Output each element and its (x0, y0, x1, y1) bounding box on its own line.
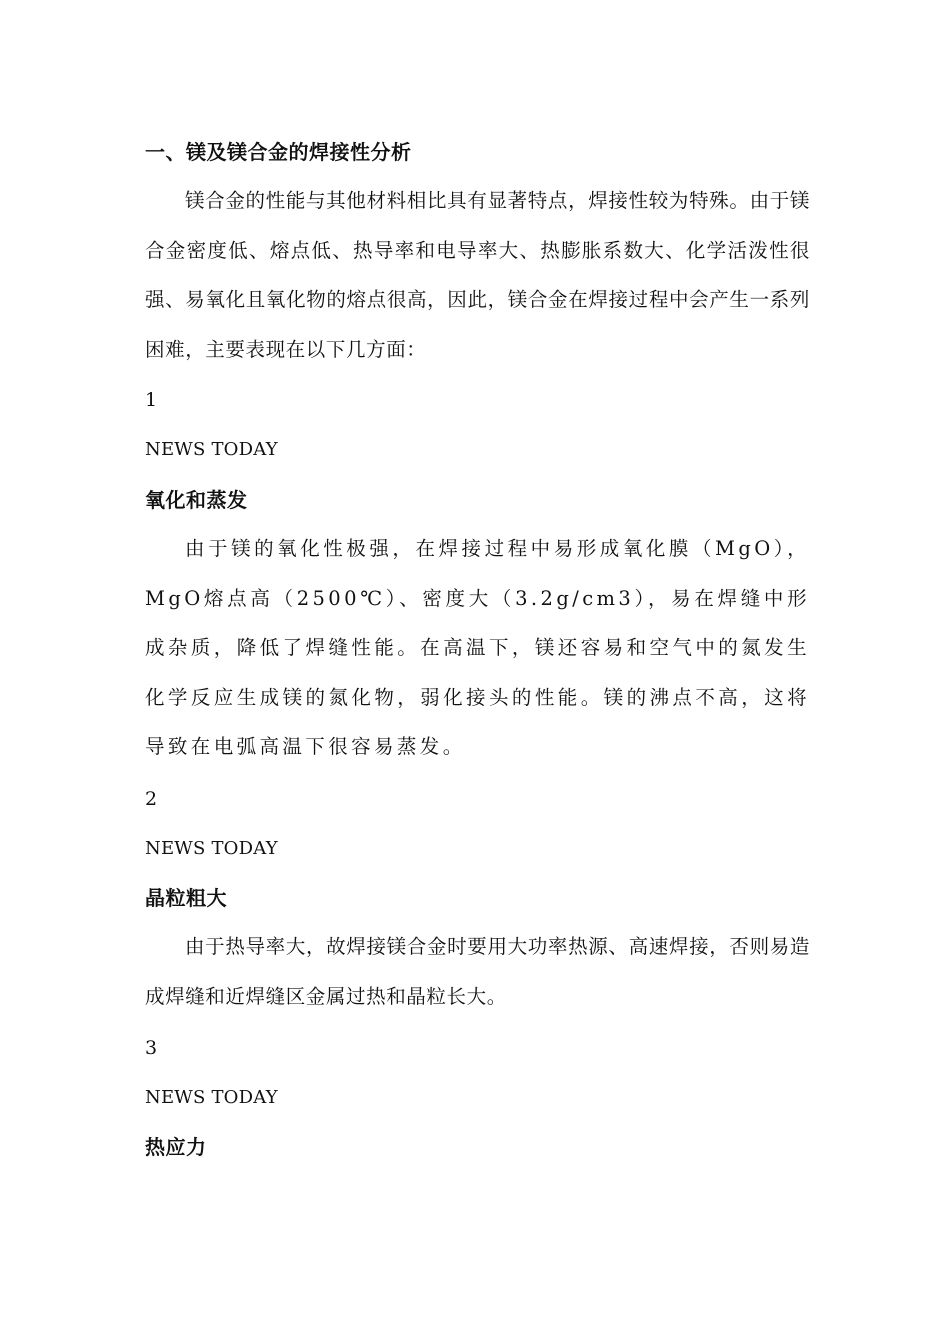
item-title-3: 热应力 (145, 1135, 207, 1159)
item-tag-1: NEWS TODAY (145, 439, 278, 460)
item-title-1: 氧化和蒸发 (145, 488, 248, 512)
item-tag-2: NEWS TODAY (145, 838, 278, 859)
item-tag-3: NEWS TODAY (145, 1087, 278, 1108)
item-title-2: 晶粒粗大 (145, 886, 227, 910)
section-title: 一、镁及镁合金的焊接性分析 (145, 140, 412, 164)
item-body-2: 由于热导率大，故焊接镁合金时要用大功率热源、高速焊接，否则易造成焊缝和近焊缝区金属过热和晶粒长大。 (145, 935, 810, 1008)
intro-paragraph: 镁合金的性能与其他材料相比具有显著特点，焊接性较为特殊。由于镁合金密度低、熔点低、热导率和电导率大、热膨胀系数大、化学活泼性很强、易氧化且氧化物的熔点很高，因此，镁合金在焊接过程中会产生一系列困难，主要表现在以下几方面： (145, 189, 810, 361)
item-number-3: 3 (145, 1037, 158, 1059)
item-number-1: 1 (145, 389, 158, 411)
item-body-1: 由于镁的氧化性极强，在焊接过程中易形成氧化膜（MgO），MgO熔点高（2500℃）、密度大（3.2g/cm3），易在焊缝中形成杂质，降低了焊缝性能。在高温下，镁还容易和空气中的氮发生化学反应生成镁的氮化物，弱化接头的性能。镁的沸点不高，这将导致在电弧高温下很容易蒸发。 (145, 537, 810, 759)
item-number-2: 2 (145, 788, 158, 810)
